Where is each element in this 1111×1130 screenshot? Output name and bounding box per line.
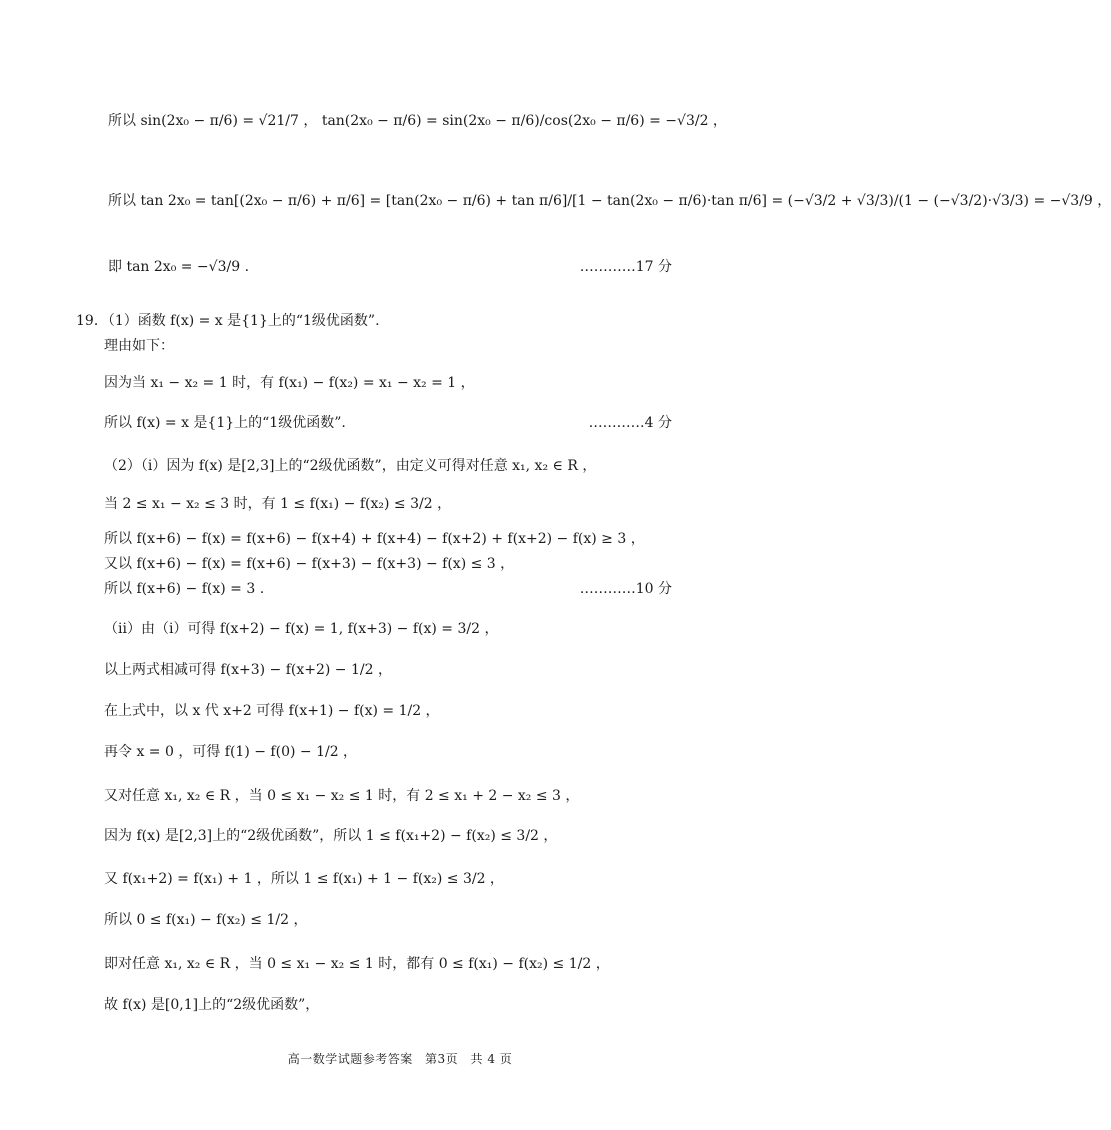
line-sin-tan: 所以 sin(2x₀ − π/6) = √21/7 ， tan(2x₀ − π/6) = sin(2x₀ − π/6)/cos(2x₀ − π/6) = −√3/2 ， [108,113,727,129]
line-ineq-le-3: 又以 f(x+6) − f(x) = f(x+6) − f(x+3) − f(x+3) − f(x) ≤ 3 ， [104,556,515,572]
line-reason-heading: 理由如下： [104,338,174,354]
line-tan-2x0-expansion: 所以 tan 2x₀ = tan[(2x₀ − π/6) + π/6] = [tan(2x₀ − π/6) + tan π/6]/[1 − tan(2x₀ − π/6)·tan π/6] = (−√3/2 + √3/3)/(1 − (−√3/2)·√3/3) = −√3/9 ， [108,193,1111,209]
score-17: …………17 分 [579,259,672,275]
line-final-conclusion: 故 f(x) 是[0,1]上的“2级优函数”， [104,997,320,1013]
line-subtract: 以上两式相减可得 f(x+3) − f(x+2) − 1/2 ， [104,662,392,678]
line-x-zero: 再令 x = 0 ，可得 f(1) − f(0) − 1/2 ， [104,744,358,760]
line-substitute: 在上式中，以 x 代 x+2 可得 f(x+1) − f(x) = 1/2 ， [104,703,440,719]
page-footer [0,1050,800,1067]
line-conclusion-1: 所以 f(x) = x 是{1}上的“1级优函数”. [104,415,346,431]
line-any-x1-x2: 又对任意 x₁, x₂ ∈ R ，当 0 ≤ x₁ − x₂ ≤ 1 时，有 2 ≤ x₁ + 2 − x₂ ≤ 3 ， [104,788,580,804]
line-2-level: 因为 f(x) 是[2,3]上的“2级优函数”，所以 1 ≤ f(x₁+2) − f(x₂) ≤ 3/2 ， [104,828,558,844]
line-reason-1: 因为当 x₁ − x₂ = 1 时，有 f(x₁) − f(x₂) = x₁ − x₂ = 1 ， [104,375,475,391]
line-fx1-plus-2: 又 f(x₁+2) = f(x₁) + 1 ，所以 1 ≤ f(x₁) + 1 − f(x₂) ≤ 3/2 ， [104,871,504,887]
score-4: …………4 分 [588,415,672,431]
footer-page: 第3页 [425,1052,459,1066]
footer-total: 共 4 页 [470,1052,513,1066]
line-ineq-ge-3: 所以 f(x+6) − f(x) = f(x+6) − f(x+4) + f(x+4) − f(x+2) + f(x+2) − f(x) ≥ 3 ， [104,531,645,547]
line-bound-half: 所以 0 ≤ f(x₁) − f(x₂) ≤ 1/2 ， [104,912,308,928]
q19-part1-statement: 19．（1）函数 f(x) = x 是{1}上的“1级优函数”. [76,313,380,329]
q19-part2-i: （2）（i）因为 f(x) 是[2,3]上的“2级优函数”，由定义可得对任意 x₁, x₂ ∈ R ， [104,458,597,474]
score-10: …………10 分 [579,581,672,597]
line-tan-2x0-result: 即 tan 2x₀ = −√3/9 . [108,259,250,275]
q19-part2-ii: （ii）由（i）可得 f(x+2) − f(x) = 1, f(x+3) − f(x) = 3/2 ， [104,621,499,637]
footer-title: 高一数学试题参考答案 [287,1052,413,1066]
line-conclusion-any: 即对任意 x₁, x₂ ∈ R ，当 0 ≤ x₁ − x₂ ≤ 1 时，都有 0 ≤ f(x₁) − f(x₂) ≤ 1/2 ， [104,956,610,972]
line-condition-2-3: 当 2 ≤ x₁ − x₂ ≤ 3 时，有 1 ≤ f(x₁) − f(x₂) ≤ 3/2 ， [104,496,452,512]
line-eq-3: 所以 f(x+6) − f(x) = 3 . [104,581,265,597]
